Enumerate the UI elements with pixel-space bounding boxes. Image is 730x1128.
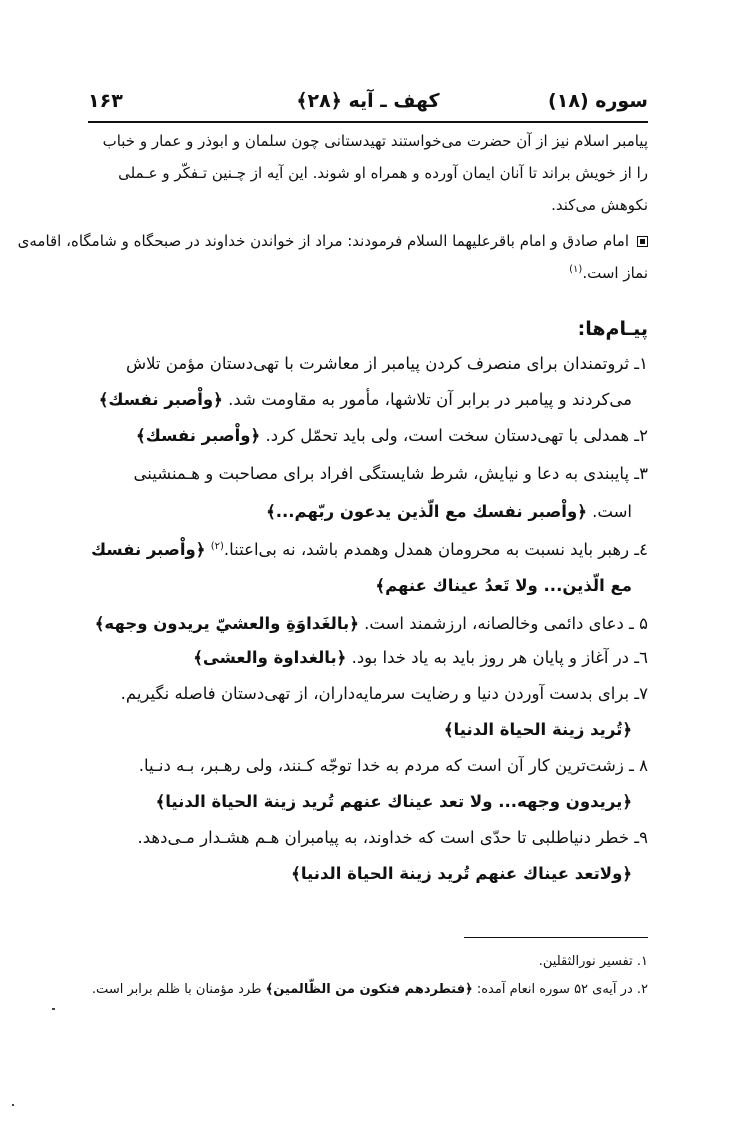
message-line: ٦ـ در آغاز و پایان هر روز باید به یاد خدا بود. ﴿بالغداوة والعشى﴾	[193, 648, 648, 667]
message-line: است. ﴿واْصبر نفسك مع الّذين يدعون ربّهم...﴾	[266, 502, 632, 521]
hadith-line	[18, 232, 648, 250]
message-line: ۲ـ همدلی با تهی‌دستان سخت است، ولی باید تحمّل کرد. ﴿واْصبر نفسك﴾	[136, 426, 648, 445]
header-rule	[88, 121, 648, 123]
quran-quote: ﴿بالغداوة والعشى﴾	[193, 648, 347, 667]
scan-speck	[52, 1008, 55, 1010]
footnote: ۲. در آیه‌ی ۵۲ سوره انعام آمده: ﴿فتطردهم فتكون من الظّالمين﴾ طرد مؤمنان با ظلم برابر است.	[91, 982, 648, 997]
quran-quote: ﴿ولاتعد عيناك عنهم تُريد زينة الحياة الدنيا﴾	[291, 864, 632, 883]
quran-quote: ﴿بالغَداوَةِ والعشيّ يريدون وجهه﴾	[94, 614, 359, 633]
quran-quote: ﴿تُريد زينة الحياة الدنيا﴾	[443, 720, 632, 739]
footnote-rule	[464, 937, 648, 938]
message-line: می‌کردند و پیامبر در برابر آن تلاشها، مأمور به مقاومت شد. ﴿واْصبر نفسك﴾	[98, 390, 632, 409]
quran-quote: ﴿واْصبر نفسك	[90, 540, 206, 559]
page-body	[17, 128, 648, 908]
quran-quote: ﴿فتطردهم فتكون من الظّالمين﴾	[265, 982, 473, 997]
message-line	[444, 720, 632, 739]
hadith-text: امام صادق و امام باقرعليهما السلام فرمودند: مراد از خواندن خداوند در صبحگاه و شامگاه، اقامه‌ی	[17, 232, 629, 250]
intro-line: را از خویش براند تا آنان ایمان آورده و همراه او شوند. این آیه از چـنین تـفکّر و عـملی	[118, 164, 648, 182]
page-number: ۱۶۳	[88, 90, 123, 112]
quran-quote: ﴿واْصبر نفسك﴾	[136, 426, 261, 445]
footnote-ref: (۲)	[210, 541, 224, 552]
message-line: ۷ـ برای بدست آوردن دنیا و رضایت سرمایه‌داران، از تهی‌دستان فاصله نگیریم.	[120, 684, 648, 703]
quran-quote: ﴿واْصبر نفسك﴾	[98, 390, 223, 409]
message-line: ۸ ـ زشت‌ترین کار آن است که مردم به خدا توجّه کـنند، ولی رهـبر، بـه دنـیا.	[138, 756, 648, 775]
hadith-line	[569, 264, 648, 282]
chapter-verse-title: کهف ـ آیه ﴿۲۸﴾	[296, 90, 440, 112]
messages-heading: پیـام‌ها:	[577, 318, 648, 340]
message-line: ۵ ـ دعای دائمی وخالصانه، ارزشمند است. ﴿بالغَداوَةِ والعشيّ يريدون وجهه﴾	[94, 614, 648, 633]
scan-speck	[12, 1104, 14, 1106]
hadith-text: نماز است.	[582, 264, 648, 282]
message-line	[375, 576, 632, 595]
footnote: ۱. تفسیر نورالثقلین.	[538, 954, 648, 969]
quran-quote: ﴿يريدون وجهه... ولا تعد عيناك عنهم تُريد زينة الحياة الدنيا﴾	[155, 792, 632, 811]
page-header	[88, 86, 648, 120]
message-line: ۱ـ ثروتمندان برای منصرف کردن پیامبر از معاشرت با تهی‌دستان مؤمن تلاش	[125, 354, 648, 373]
intro-line: نکوهش می‌کند.	[551, 196, 648, 214]
sura-label: سوره (۱۸)	[548, 90, 648, 112]
quran-quote: مع الّذين... ولا تَعدُ عيناك عنهم﴾	[375, 576, 632, 595]
quran-quote: ﴿واْصبر نفسك مع الّذين يدعون ربّهم...﴾	[266, 502, 587, 521]
message-line	[156, 792, 632, 811]
intro-line: پیامبر اسلام نیز از آن حضرت می‌خواستند تهیدستانی چون سلمان و ابوذر و عمار و خباب	[102, 132, 648, 150]
square-bullet-icon	[637, 236, 648, 247]
message-line: ۳ـ پایبندی به دعا و نیایش، شرط شایستگی افراد برای مصاحبت و هـمنشینی	[133, 464, 648, 483]
message-line: ۹ـ خطر دنیاطلبی تا حدّی است که خداوند، به پیامبران هـم هشـدار مـی‌دهد.	[137, 828, 648, 847]
footnote-ref: (۱)	[569, 264, 583, 275]
message-line: ٤ـ رهبر باید نسبت به محرومان همدل وهمدم باشد، نه بی‌اعتنا.$^{(۲)}$ ﴿واْصبر نفسك	[90, 540, 648, 559]
message-line	[291, 864, 632, 883]
